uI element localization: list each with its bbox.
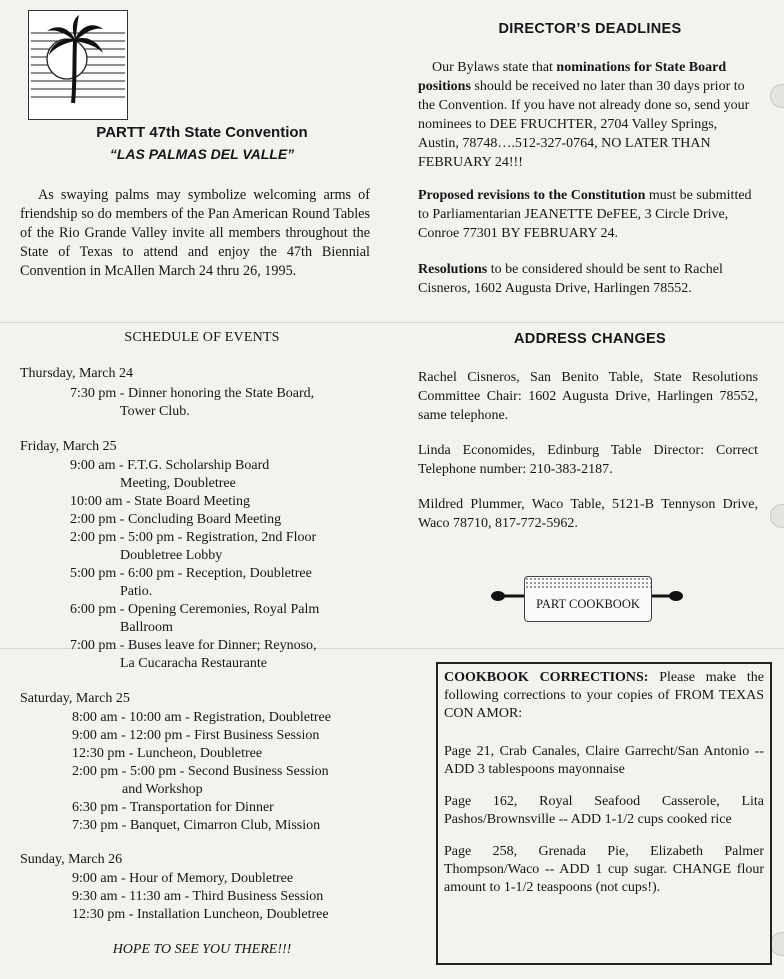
- event-line: Doubletree Lobby: [120, 548, 223, 563]
- fold-line: [0, 322, 784, 323]
- event-line: 7:00 pm - Buses leave for Dinner; Reynoso,: [70, 638, 317, 653]
- wooden-spoon-icon: [490, 588, 526, 604]
- event-line: 6:30 pm - Transportation for Dinner: [72, 800, 274, 815]
- schedule-day: Saturday, March 25: [20, 691, 130, 706]
- event-line: La Cucaracha Restaurante: [120, 656, 267, 671]
- schedule-event: [72, 763, 329, 799]
- event-line: 12:30 pm - Luncheon, Doubletree: [72, 746, 263, 761]
- correction-item: Page 258, Grenada Pie, Elizabeth Palmer Thompson/Waco -- ADD 1 cup sugar. CHANGE flour amount to 1-1/2 teaspoons (not cups!).: [444, 844, 764, 895]
- event-line: Meeting, Doubletree: [120, 476, 236, 491]
- address-change-item: Linda Economides, Edinburg Table Director: Correct Telephone number: 210-383-2187.: [418, 443, 758, 477]
- schedule-event: [72, 888, 323, 906]
- punch-hole: [770, 932, 784, 956]
- text-run: Please make the following corrections to your copies of FROM TEXAS CON AMOR:: [444, 670, 764, 721]
- schedule-event: [70, 385, 314, 421]
- text-run: must be submitted to Parliamentarian JEANETTE DeFEE, 3 Circle Drive, Conroe 77301 BY FEBRUARY 24.: [418, 188, 752, 241]
- closing-message: HOPE TO SEE YOU THERE!!!: [112, 942, 292, 957]
- schedule-event: [72, 727, 319, 745]
- schedule-event: [70, 637, 317, 673]
- event-line: 9:30 am - 11:30 am - Third Business Session: [72, 889, 324, 904]
- convention-title: PARTT 47th State Convention: [96, 124, 308, 141]
- schedule-day: Thursday, March 24: [20, 366, 134, 381]
- event-line: 9:00 am - Hour of Memory, Doubletree: [72, 871, 294, 886]
- event-line: 2:00 pm - 5:00 pm - Second Business Session: [72, 764, 329, 779]
- schedule-event: [70, 529, 316, 565]
- schedule-event: [72, 870, 293, 888]
- schedule-event: [70, 457, 269, 493]
- event-line: Tower Club.: [120, 404, 190, 419]
- event-line: and Workshop: [122, 782, 203, 797]
- text-run: Our Bylaws state that: [432, 60, 557, 75]
- text-run: should be received no later than 30 days prior to the Convention. If you have not already done so, send your nominees to DEE FRUCHTER, 2704 Valley Springs, Austin, 78748….512-327-0764, NO LATER THAN FEBRUARY 24!!!: [418, 79, 750, 170]
- wooden-spoon-icon: [648, 588, 684, 604]
- schedule-event: [70, 493, 250, 511]
- event-line: 2:00 pm - Concluding Board Meeting: [70, 512, 282, 527]
- event-line: 9:00 am - 12:00 pm - First Business Session: [72, 728, 320, 743]
- event-line: 5:00 pm - 6:00 pm - Reception, Doubletree: [70, 566, 312, 581]
- deadlines-resolutions: [418, 260, 758, 298]
- event-line: 7:30 pm - Banquet, Cimarron Club, Mission: [72, 818, 321, 833]
- event-line: 2:00 pm - 5:00 pm - Registration, 2nd Floor: [70, 530, 317, 545]
- schedule-event: [70, 601, 319, 637]
- deadlines-constitution: [418, 186, 758, 243]
- address-changes-title: ADDRESS CHANGES: [514, 331, 666, 347]
- palm-tree-sun-icon: [28, 10, 128, 120]
- schedule-day: Friday, March 25: [20, 439, 117, 454]
- event-line: Ballroom: [120, 620, 173, 635]
- schedule-event: [72, 709, 331, 727]
- schedule-event: [70, 511, 281, 529]
- part-cookbook-button[interactable]: [524, 576, 652, 622]
- convention-subtitle: “LAS PALMAS DEL VALLE”: [109, 146, 295, 162]
- address-change-item: Rachel Cisneros, San Benito Table, State Resolutions Committee Chair: 1602 Augusta Drive, Harlingen 78552, same telephone.: [418, 370, 758, 423]
- schedule-day: Sunday, March 26: [20, 852, 123, 867]
- text-run: to be considered should be sent to Rachel Cisneros, 1602 Augusta Drive, Harlingen 78552.: [418, 262, 723, 296]
- corrections-title: COOKBOOK CORRECTIONS:: [444, 670, 649, 685]
- event-line: 6:00 pm - Opening Ceremonies, Royal Palm: [70, 602, 320, 617]
- punch-hole: [770, 84, 784, 108]
- event-line: 10:00 am - State Board Meeting: [70, 494, 251, 509]
- punch-hole: [770, 504, 784, 528]
- dot-pattern: [525, 577, 651, 589]
- event-line: 12:30 pm - Installation Luncheon, Doubletree: [72, 907, 329, 922]
- cookbook-label: PART COOKBOOK: [536, 597, 640, 611]
- text-bold: Resolutions: [418, 262, 488, 277]
- event-line: 9:00 am - F.T.G. Scholarship Board: [70, 458, 270, 473]
- deadlines-title: DIRECTOR’S DEADLINES: [498, 21, 682, 37]
- schedule-event: [72, 817, 320, 835]
- event-line: 7:30 pm - Dinner honoring the State Board,: [70, 386, 315, 401]
- text-bold: nominations for State Board positions: [418, 60, 727, 94]
- event-line: 8:00 am - 10:00 am - Registration, Doubletree: [72, 710, 331, 725]
- correction-item: Page 21, Crab Canales, Claire Garrecht/San Antonio -- ADD 3 tablespoons mayonnaise: [444, 744, 764, 777]
- event-line: Patio.: [120, 584, 153, 599]
- address-change-item: Mildred Plummer, Waco Table, 5121-B Tennyson Drive, Waco 78710, 817-772-5962.: [418, 497, 758, 531]
- schedule-event: [70, 565, 312, 601]
- schedule-event: [72, 745, 262, 763]
- deadlines-nominations: [418, 58, 758, 172]
- correction-item: Page 162, Royal Seafood Casserole, Lita Pashos/Brownsville -- ADD 1-1/2 cups cooked rice: [444, 794, 764, 827]
- cookbook-corrections-box: [436, 662, 772, 965]
- schedule-event: [72, 906, 329, 924]
- text-bold: Proposed revisions to the Constitution: [418, 188, 646, 203]
- corrections-intro: [444, 669, 764, 723]
- schedule-event: [72, 799, 274, 817]
- convention-intro: As swaying palms may symbolize welcoming arms of friendship so do members of the Pan American Round Tables of the Rio Grande Valley invite all members throughout the State of Texas to attend and enjoy the 47th Biennial Convention in McAllen March 24 thru 26, 1995.: [20, 187, 370, 279]
- schedule-title: SCHEDULE OF EVENTS: [124, 330, 280, 345]
